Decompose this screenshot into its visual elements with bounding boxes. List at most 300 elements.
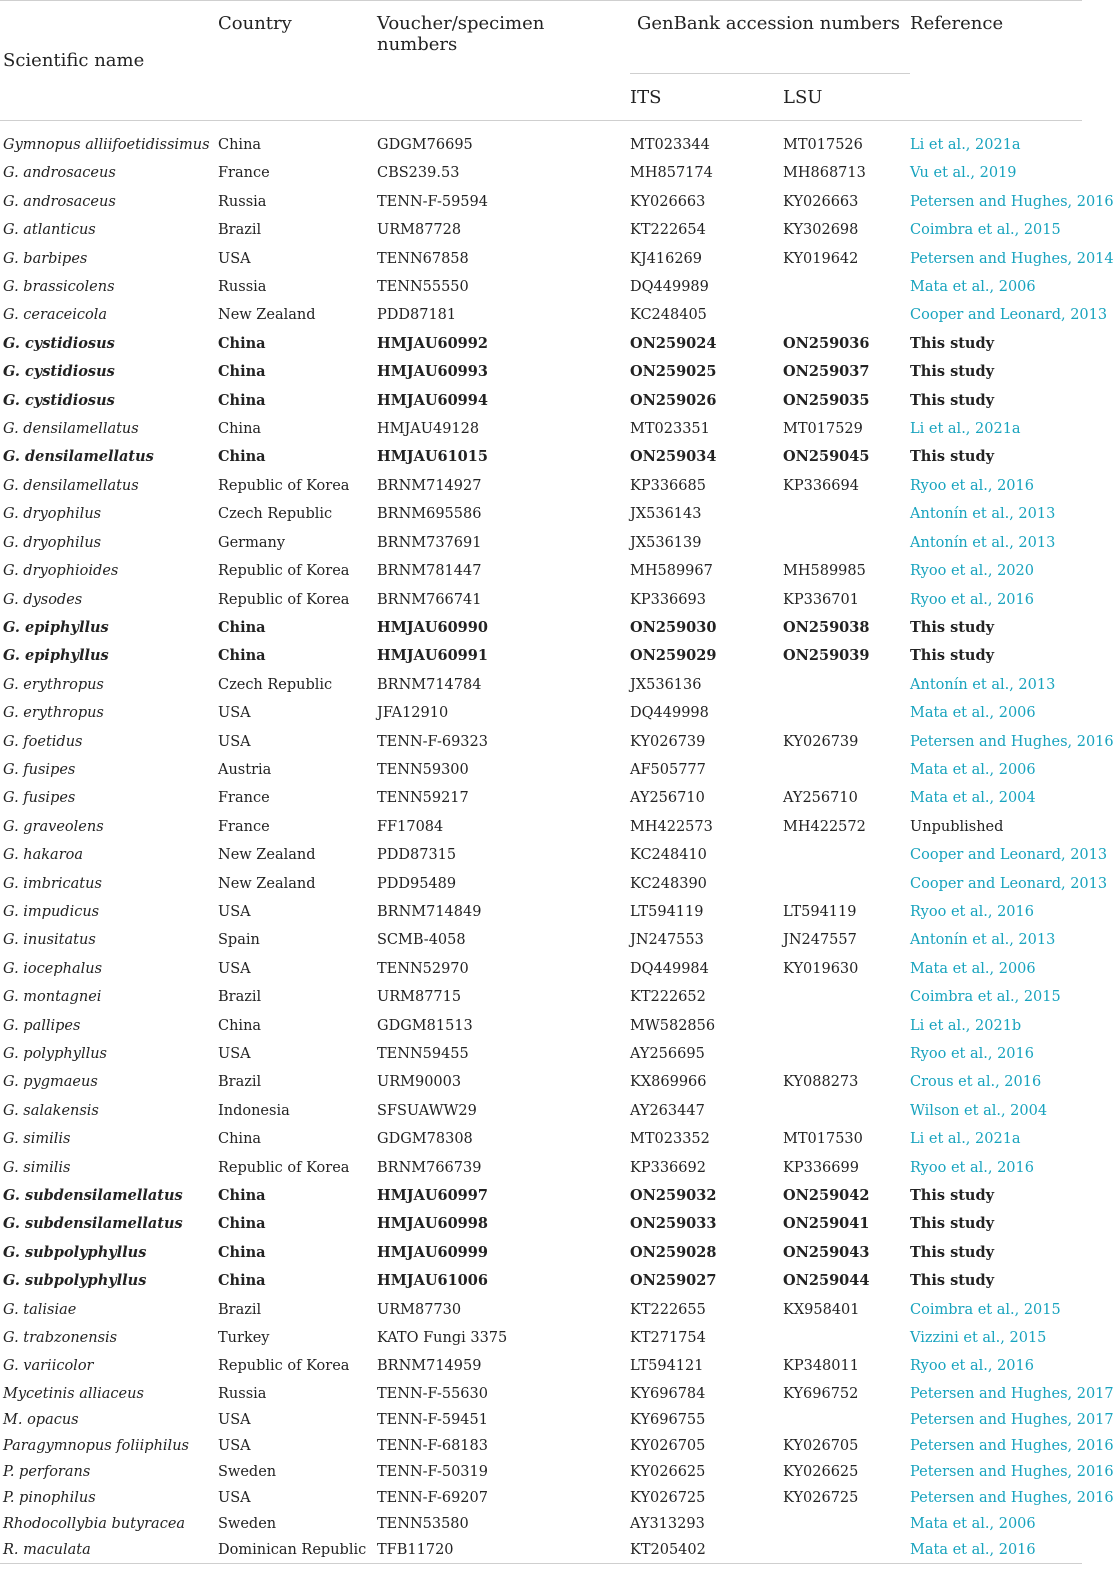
cell-country: USA <box>218 1437 251 1454</box>
cell-voucher: TENN59300 <box>377 761 469 778</box>
cell-scientific-name: Paragymnopus foliiphilus <box>3 1437 189 1454</box>
cell-its: ON259027 <box>630 1272 717 1290</box>
cell-lsu <box>783 1537 910 1563</box>
cell-lsu <box>783 870 910 898</box>
cell-its: KT222652 <box>630 989 706 1006</box>
cell-scientific-name: G. inusitatus <box>3 932 96 949</box>
table-row <box>0 983 1082 1011</box>
cell-lsu: AY256710 <box>783 790 858 807</box>
cell-lsu: ON259045 <box>783 448 870 466</box>
cell-its: KP336692 <box>630 1159 706 1176</box>
cell-reference[interactable]: Mata et al., 2006 <box>910 705 1036 722</box>
cell-voucher: TENN53580 <box>377 1515 469 1532</box>
cell-reference[interactable]: Antonín et al., 2013 <box>910 534 1056 551</box>
cell-country: Dominican Republic <box>218 1541 367 1558</box>
cell-lsu <box>783 1040 910 1068</box>
cell-scientific-name: G. similis <box>3 1159 71 1176</box>
cell-its: DQ449984 <box>630 960 709 977</box>
cell-reference: This study <box>910 391 995 409</box>
cell-scientific-name: G. subdensilamellatus <box>3 1187 183 1205</box>
table-row <box>0 1210 1082 1238</box>
cell-voucher: HMJAU60991 <box>377 647 488 665</box>
cell-its: AY256695 <box>630 1046 705 1062</box>
cell-lsu: KP336694 <box>783 477 859 494</box>
cell-voucher: HMJAU60997 <box>377 1187 488 1205</box>
header-reference: Reference <box>910 13 1004 34</box>
cell-reference[interactable]: Mata et al., 2006 <box>910 960 1036 977</box>
cell-voucher: TENN-F-69207 <box>377 1489 488 1506</box>
cell-lsu: ON259041 <box>783 1215 870 1233</box>
cell-reference[interactable]: Li et al., 2021a <box>910 1131 1021 1148</box>
cell-voucher: HMJAU61015 <box>377 448 488 466</box>
cell-reference: This study <box>910 363 995 381</box>
cell-scientific-name: G. trabzonensis <box>3 1330 118 1347</box>
table-row <box>0 699 1082 727</box>
cell-reference[interactable]: Li et al., 2021a <box>910 421 1021 438</box>
cell-its: MH589967 <box>630 563 713 580</box>
cell-lsu: ON259042 <box>783 1187 870 1205</box>
cell-reference: This study <box>910 1243 995 1261</box>
cell-its: AY263447 <box>630 1102 705 1119</box>
cell-lsu: ON259039 <box>783 647 870 665</box>
cell-voucher: JFA12910 <box>377 705 449 722</box>
cell-reference[interactable]: Mata et al., 2006 <box>910 279 1036 296</box>
cell-country: France <box>218 790 270 807</box>
cell-its: KC248405 <box>630 307 707 324</box>
cell-country: USA <box>218 1411 251 1428</box>
cell-lsu: MT017526 <box>783 137 863 153</box>
cell-voucher: SCMB-4058 <box>377 932 466 949</box>
cell-voucher: PDD95489 <box>377 875 457 892</box>
table-row <box>0 1537 1082 1563</box>
cell-scientific-name: G. densilamellatus <box>3 477 139 494</box>
cell-country: Republic of Korea <box>218 1159 350 1176</box>
header-lsu: LSU <box>783 86 823 108</box>
cell-its: LT594119 <box>630 903 704 920</box>
cell-scientific-name: G. brassicolens <box>3 279 115 296</box>
cell-reference[interactable]: Petersen and Hughes, 2017 <box>910 1385 1114 1402</box>
cell-country: Republic of Korea <box>218 477 350 494</box>
cell-scientific-name: G. erythropus <box>3 705 104 722</box>
cell-scientific-name: G. barbipes <box>3 250 88 267</box>
cell-country: Czech Republic <box>218 506 333 523</box>
cell-voucher: HMJAU61006 <box>377 1272 488 1290</box>
cell-country: Republic of Korea <box>218 1358 350 1375</box>
cell-reference[interactable]: Li et al., 2021a <box>910 137 1021 153</box>
table-row <box>0 671 1082 699</box>
cell-scientific-name: Rhodocollybia butyracea <box>3 1515 186 1532</box>
cell-voucher: URM87730 <box>377 1301 462 1318</box>
cell-its: JX536139 <box>630 534 702 551</box>
table-row <box>0 898 1082 926</box>
cell-scientific-name: G. densilamellatus <box>3 448 154 466</box>
cell-lsu: MT017529 <box>783 421 863 438</box>
table-row <box>0 926 1082 954</box>
cell-reference[interactable]: Petersen and Hughes, 2016 <box>910 1437 1114 1454</box>
cell-its: KT222655 <box>630 1301 706 1318</box>
cell-voucher: HMJAU60992 <box>377 334 488 352</box>
cell-voucher: BRNM781447 <box>377 563 482 580</box>
cell-reference[interactable]: Li et al., 2021b <box>910 1017 1022 1034</box>
cell-scientific-name: P. perforans <box>3 1463 91 1480</box>
cell-voucher: KATO Fungi 3375 <box>377 1330 508 1347</box>
cell-country: New Zealand <box>218 307 316 324</box>
cell-reference[interactable]: Ryoo et al., 2016 <box>910 1358 1034 1375</box>
cell-lsu <box>783 671 910 699</box>
cell-voucher: SFSUAWW29 <box>377 1102 477 1119</box>
cell-voucher: TENN59217 <box>377 790 469 807</box>
cell-scientific-name: G. dryophioides <box>3 563 119 580</box>
table-row <box>0 1459 1082 1485</box>
cell-lsu <box>783 301 910 329</box>
cell-reference[interactable]: Petersen and Hughes, 2017 <box>910 1411 1114 1428</box>
cell-its: ON259025 <box>630 363 717 381</box>
cell-country: USA <box>218 733 251 750</box>
cell-lsu: KY696752 <box>783 1385 859 1402</box>
cell-reference[interactable]: Ryoo et al., 2020 <box>910 563 1034 580</box>
table-row <box>0 1068 1082 1096</box>
cell-country: USA <box>218 960 251 977</box>
table-row <box>0 301 1082 329</box>
cell-lsu <box>783 273 910 301</box>
cell-reference[interactable]: Mata et al., 2004 <box>910 790 1036 807</box>
cell-reference[interactable]: Ryoo et al., 2016 <box>910 591 1034 608</box>
table-row <box>0 1433 1082 1459</box>
cell-reference[interactable]: Coimbra et al., 2015 <box>910 222 1061 239</box>
cell-reference[interactable]: Petersen and Hughes, 2016 <box>910 733 1114 750</box>
cell-country: Russia <box>218 1385 267 1402</box>
cell-voucher: GDGM78308 <box>377 1131 473 1148</box>
cell-voucher: BRNM714784 <box>377 676 482 693</box>
table-row <box>0 1012 1082 1040</box>
cell-scientific-name: G. subpolyphyllus <box>3 1243 147 1261</box>
cell-its: DQ449998 <box>630 705 709 722</box>
cell-voucher: URM90003 <box>377 1074 462 1091</box>
cell-its: AF505777 <box>630 761 706 778</box>
cell-reference: This study <box>910 1272 995 1290</box>
cell-reference[interactable]: Antonín et al., 2013 <box>910 676 1056 693</box>
cell-its: KX869966 <box>630 1074 707 1091</box>
cell-voucher: BRNM695586 <box>377 506 482 523</box>
cell-lsu: KP348011 <box>783 1358 859 1375</box>
cell-lsu <box>783 699 910 727</box>
cell-voucher: HMJAU60998 <box>377 1215 488 1233</box>
cell-country: China <box>218 1272 266 1290</box>
cell-scientific-name: G. salakensis <box>3 1102 99 1119</box>
table-row <box>0 1239 1082 1267</box>
cell-lsu <box>783 1324 910 1352</box>
cell-lsu: KY026705 <box>783 1437 859 1454</box>
cell-country: France <box>218 818 270 835</box>
table-row <box>0 415 1082 443</box>
table-row <box>0 443 1082 471</box>
cell-reference: This study <box>910 1187 995 1205</box>
cell-country: Sweden <box>218 1463 277 1480</box>
cell-lsu <box>783 756 910 784</box>
cell-its: ON259033 <box>630 1215 717 1233</box>
cell-scientific-name: G. androsaceus <box>3 193 116 210</box>
cell-lsu: KP336701 <box>783 591 859 608</box>
cell-country: China <box>218 334 266 352</box>
table-row <box>0 1352 1082 1380</box>
cell-lsu: ON259037 <box>783 363 870 381</box>
cell-lsu <box>783 1097 910 1125</box>
cell-country: China <box>218 618 266 636</box>
cell-reference[interactable]: Antonín et al., 2013 <box>910 932 1056 949</box>
cell-reference: Unpublished <box>910 818 1004 835</box>
table-row <box>0 472 1082 500</box>
cell-lsu: KY302698 <box>783 222 859 239</box>
cell-its: ON259030 <box>630 618 717 636</box>
cell-country: China <box>218 1131 262 1148</box>
cell-country: Turkey <box>218 1330 270 1347</box>
cell-country: China <box>218 1017 262 1034</box>
cell-scientific-name: G. densilamellatus <box>3 421 139 438</box>
cell-lsu: ON259038 <box>783 618 870 636</box>
cell-voucher: TFB11720 <box>377 1541 454 1558</box>
cell-scientific-name: G. similis <box>3 1131 71 1148</box>
cell-scientific-name: G. montagnei <box>3 989 102 1006</box>
cell-lsu: KY019642 <box>783 250 859 267</box>
cell-reference[interactable]: Petersen and Hughes, 2016 <box>910 1463 1114 1480</box>
cell-scientific-name: R. maculata <box>3 1541 91 1558</box>
cell-its: DQ449989 <box>630 279 709 296</box>
cell-country: Indonesia <box>218 1102 290 1119</box>
cell-scientific-name: M. opacus <box>3 1411 79 1428</box>
cell-reference[interactable]: Vizzini et al., 2015 <box>910 1330 1047 1347</box>
cell-lsu: KP336699 <box>783 1159 859 1176</box>
cell-scientific-name: G. epiphyllus <box>3 647 109 665</box>
cell-country: USA <box>218 705 251 722</box>
cell-country: China <box>218 1187 266 1205</box>
cell-voucher: TENN-F-69323 <box>377 733 488 750</box>
cell-voucher: PDD87181 <box>377 307 457 324</box>
header-its: ITS <box>630 86 662 108</box>
cell-its: KC248390 <box>630 875 707 892</box>
cell-its: MT023351 <box>630 421 710 438</box>
table-row <box>0 1125 1082 1153</box>
cell-country: Germany <box>218 534 286 551</box>
cell-scientific-name: G. hakaroa <box>3 847 84 864</box>
cell-lsu: KY088273 <box>783 1074 859 1091</box>
cell-its: JN247553 <box>630 932 704 949</box>
cell-country: USA <box>218 903 251 920</box>
cell-voucher: HMJAU49128 <box>377 421 480 438</box>
cell-reference[interactable]: Vu et al., 2019 <box>910 165 1017 182</box>
cell-lsu: MH422572 <box>783 818 866 835</box>
cell-lsu <box>783 1012 910 1040</box>
cell-scientific-name: G. ceraceicola <box>3 307 108 324</box>
table-row <box>0 1182 1082 1210</box>
cell-lsu <box>783 529 910 557</box>
cell-its: MH422573 <box>630 818 713 835</box>
cell-reference[interactable]: Ryoo et al., 2016 <box>910 477 1034 494</box>
cell-scientific-name: G. dryophilus <box>3 534 102 551</box>
cell-its: KY026625 <box>630 1463 706 1480</box>
cell-reference[interactable]: Coimbra et al., 2015 <box>910 989 1061 1006</box>
cell-lsu: MH589985 <box>783 563 866 580</box>
cell-reference: This study <box>910 448 995 466</box>
cell-its: MT023352 <box>630 1131 710 1148</box>
cell-reference[interactable]: Wilson et al., 2004 <box>910 1102 1048 1119</box>
cell-lsu: MT017530 <box>783 1131 863 1148</box>
table-row <box>0 614 1082 642</box>
cell-its: JX536143 <box>630 506 702 523</box>
cell-voucher: TENN52970 <box>377 960 469 977</box>
cell-scientific-name: G. fusipes <box>3 761 76 778</box>
cell-its: KY696755 <box>630 1411 706 1428</box>
cell-scientific-name: G. foetidus <box>3 733 83 750</box>
cell-country: Spain <box>218 932 260 949</box>
cell-scientific-name: G. fusipes <box>3 790 76 807</box>
cell-lsu: ON259043 <box>783 1243 870 1261</box>
cell-scientific-name: G. impudicus <box>3 903 100 920</box>
table-row <box>0 245 1082 273</box>
table-row <box>0 813 1082 841</box>
cell-voucher: BRNM766739 <box>377 1159 482 1176</box>
cell-voucher: BRNM766741 <box>377 591 482 608</box>
table-row <box>0 529 1082 557</box>
table-row <box>0 1267 1082 1295</box>
cell-lsu <box>783 500 910 528</box>
cell-lsu: KX958401 <box>783 1301 860 1318</box>
cell-scientific-name: G. androsaceus <box>3 165 116 182</box>
cell-reference[interactable]: Ryoo et al., 2016 <box>910 1159 1034 1176</box>
cell-its: KY026739 <box>630 733 706 750</box>
table-row <box>0 586 1082 614</box>
cell-scientific-name: G. iocephalus <box>3 960 103 977</box>
cell-voucher: HMJAU60993 <box>377 363 488 381</box>
cell-country: Brazil <box>218 1301 262 1318</box>
cell-voucher: TENN-F-68183 <box>377 1437 488 1454</box>
cell-lsu: KY019630 <box>783 960 859 977</box>
cell-scientific-name: G. dysodes <box>3 591 83 608</box>
cell-reference[interactable]: Petersen and Hughes, 2014 <box>910 250 1114 267</box>
cell-reference[interactable]: Ryoo et al., 2016 <box>910 1046 1034 1062</box>
cell-reference[interactable]: Cooper and Leonard, 2013 <box>910 875 1108 892</box>
cell-country: China <box>218 363 266 381</box>
table-row <box>0 1154 1082 1182</box>
cell-lsu <box>783 983 910 1011</box>
cell-scientific-name: G. imbricatus <box>3 875 102 892</box>
cell-voucher: BRNM737691 <box>377 534 482 551</box>
cell-country: China <box>218 421 262 438</box>
cell-its: KY026663 <box>630 193 706 210</box>
cell-reference[interactable]: Petersen and Hughes, 2016 <box>910 1489 1114 1506</box>
cell-scientific-name: G. talisiae <box>3 1301 77 1318</box>
cell-its: KT271754 <box>630 1330 706 1347</box>
table-row <box>0 159 1082 187</box>
cell-country: China <box>218 1215 266 1233</box>
table-row <box>0 870 1082 898</box>
cell-reference[interactable]: Cooper and Leonard, 2013 <box>910 307 1108 324</box>
cell-its: ON259028 <box>630 1243 717 1261</box>
cell-scientific-name: G. pallipes <box>3 1017 81 1034</box>
cell-reference[interactable]: Crous et al., 2016 <box>910 1074 1042 1091</box>
cell-its: KC248410 <box>630 847 707 864</box>
table-row <box>0 1097 1082 1125</box>
cell-country: Russia <box>218 193 267 210</box>
cell-lsu <box>783 1407 910 1433</box>
cell-its: MH857174 <box>630 165 713 182</box>
cell-voucher: URM87715 <box>377 989 462 1006</box>
cell-reference: This study <box>910 334 995 352</box>
cell-scientific-name: P. pinophilus <box>3 1489 96 1506</box>
table-row <box>0 1511 1082 1537</box>
table-row <box>0 557 1082 585</box>
cell-reference[interactable]: Petersen and Hughes, 2016 <box>910 193 1114 210</box>
cell-reference[interactable]: Antonín et al., 2013 <box>910 506 1056 523</box>
cell-lsu: KY026663 <box>783 193 859 210</box>
cell-voucher: URM87728 <box>377 222 462 239</box>
cell-scientific-name: G. cystidiosus <box>3 391 115 409</box>
table-header <box>0 1 1082 121</box>
cell-its: ON259024 <box>630 334 717 352</box>
header-scientific-name: Scientific name <box>3 50 145 71</box>
cell-country: Republic of Korea <box>218 563 350 580</box>
table-row <box>0 188 1082 216</box>
cell-lsu <box>783 1511 910 1537</box>
table-row <box>0 1040 1082 1068</box>
cell-country: Brazil <box>218 989 262 1006</box>
table-row <box>0 216 1082 244</box>
table-row <box>0 756 1082 784</box>
cell-country: USA <box>218 1489 251 1506</box>
cell-its: AY256710 <box>630 790 705 807</box>
cell-scientific-name: G. dryophilus <box>3 506 102 523</box>
cell-scientific-name: G. variicolor <box>3 1358 94 1375</box>
cell-country: Czech Republic <box>218 676 333 693</box>
cell-reference[interactable]: Coimbra et al., 2015 <box>910 1301 1061 1318</box>
cell-reference[interactable]: Ryoo et al., 2016 <box>910 903 1034 920</box>
table-bottom-rule <box>0 1563 1082 1564</box>
cell-country: China <box>218 391 266 409</box>
cell-its: ON259034 <box>630 448 717 466</box>
cell-its: MT023344 <box>630 137 710 153</box>
cell-lsu: KY026625 <box>783 1463 859 1480</box>
cell-voucher: GDGM76695 <box>377 137 473 153</box>
cell-scientific-name: G. atlanticus <box>3 222 96 239</box>
cell-its: ON259032 <box>630 1187 717 1205</box>
cell-its: KY026705 <box>630 1437 706 1454</box>
cell-its: JX536136 <box>630 676 702 693</box>
cell-country: Brazil <box>218 222 262 239</box>
cell-scientific-name: G. subpolyphyllus <box>3 1272 147 1290</box>
cell-voucher: BRNM714927 <box>377 477 482 494</box>
cell-reference[interactable]: Mata et al., 2006 <box>910 761 1036 778</box>
header-voucher: Voucher/specimen numbers <box>377 13 545 55</box>
cell-country: China <box>218 137 262 153</box>
cell-reference[interactable]: Cooper and Leonard, 2013 <box>910 847 1108 864</box>
cell-lsu <box>783 841 910 869</box>
cell-reference[interactable]: Mata et al., 2016 <box>910 1541 1036 1558</box>
cell-its: KP336685 <box>630 477 706 494</box>
cell-country: Russia <box>218 279 267 296</box>
cell-country: Austria <box>218 761 272 778</box>
cell-voucher: HMJAU60999 <box>377 1243 488 1261</box>
cell-country: China <box>218 647 266 665</box>
cell-its: KP336693 <box>630 591 706 608</box>
cell-reference: This study <box>910 647 995 665</box>
cell-reference: This study <box>910 1215 995 1233</box>
cell-voucher: PDD87315 <box>377 847 457 864</box>
table-row <box>0 1296 1082 1324</box>
cell-scientific-name: G. cystidiosus <box>3 363 115 381</box>
cell-voucher: HMJAU60990 <box>377 618 488 636</box>
cell-reference[interactable]: Mata et al., 2006 <box>910 1515 1036 1532</box>
cell-country: France <box>218 165 270 182</box>
cell-country: Republic of Korea <box>218 591 350 608</box>
